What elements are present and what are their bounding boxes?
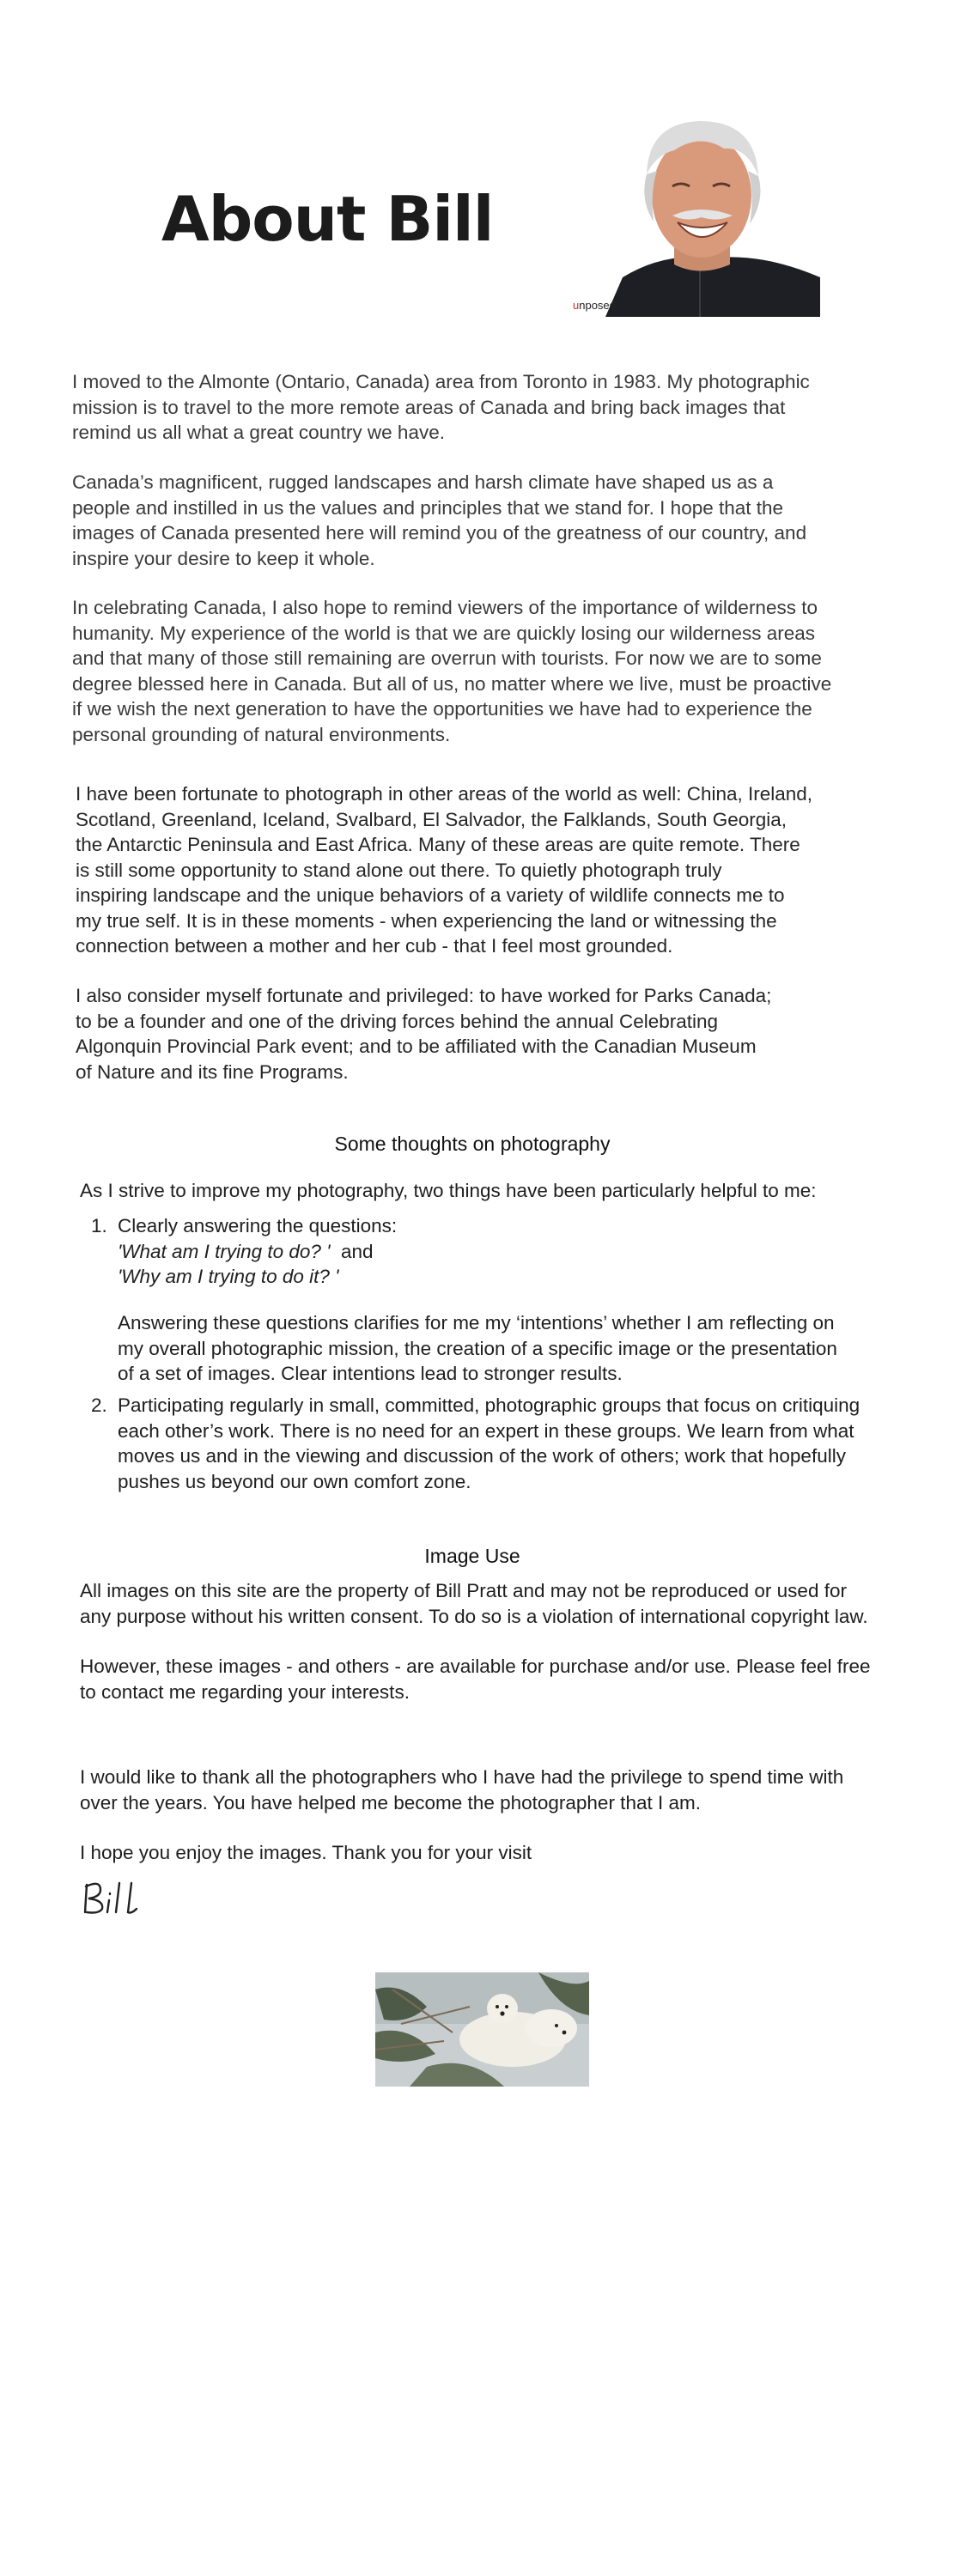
bill-signature (82, 1878, 150, 1919)
list-number-2: 2. (91, 1394, 107, 1416)
intro-paragraph-3: In celebrating Canada, I also hope to remind viewers of the importance of wilderness to humanity. My experience of the world is that we are quickly losing our wilderness areas and that many of those still remaining are overrun with tourists. For now we are to some degree blessed here in Canada. But all of us, no matter where we live, must be proactive if we wish the next generation to have the opportunities we have had to experience the personal grounding of natural environments. (72, 597, 832, 745)
affiliations-paragraph: I also consider myself fortunate and privileged: to have worked for Parks Canada; to be a founder and one of the driving forces behind the annual Celebrating Algonquin Provincial Park event; and to be affiliated with the Canadian Museum of Nature and its fine Programs. (76, 985, 772, 1083)
list-item-1-detail: Answering these questions clarifies for me my ‘intentions’ whether I am reflecting on my overall photographic mission, the creation of a specific image or the presentation of a set of images. Clear intentions lead to stronger results. (118, 1312, 837, 1384)
image-use-paragraph-2: However, these images - and others - are available for purchase and/or use. Please feel free to contact me regarding your interests. (80, 1656, 871, 1703)
enjoy-line: I hope you enjoy the images. Thank you for your visit (80, 1842, 532, 1863)
image-use-heading: Image Use (424, 1545, 520, 1567)
thoughts-heading: Some thoughts on photography (334, 1133, 611, 1155)
list-item-2: Participating regularly in small, committed, photographic groups that focus on critiquing each other’s work. There is no need for an expert in these groups. We learn from what moves us and in the viewing and discussion of the work of others; work that hopefully pushes us beyond our own comfort zone. (118, 1394, 860, 1492)
thoughts-lead: As I strive to improve my photography, two things have been particularly helpful to me: (80, 1180, 817, 1201)
list-item-1: Clearly answering the questions: 'What am I trying to do? ' and 'Why am I trying to do it? ' (118, 1215, 398, 1287)
polar-bear-photo (375, 1972, 589, 2087)
list-number-1: 1. (91, 1215, 107, 1236)
travel-paragraph: I have been fortunate to photograph in other areas of the world as well: China, Ireland, Scotland, Greenland, Iceland, Svalbard, El Salvador, the Falklands, South Georgia, the Antarctic Peninsula and East Africa. Many of these areas are quite remote. There is still some opportunity to stand alone out there. To quietly photograph truly inspiring landscape and the unique behaviors of a variety of wildlife connects me to my true self. It is in these moments - when experiencing the land or witnessing the connection between a mother and her cub - that I feel most grounded. (76, 783, 813, 957)
intro-paragraph-1: I moved to the Almonte (Ontario, Canada) area from Toronto in 1983. My photographic mission is to travel to the more remote areas of Canada and bring back images that remind us all what a great country we have. (72, 371, 810, 443)
thanks-paragraph: I would like to thank all the photographers who I have had the privilege to spend time with over the years. You have helped me become the photographer that I am. (80, 1766, 844, 1814)
intro-paragraph-2: Canada’s magnificent, rugged landscapes and harsh climate have shaped us as a people and instilled in us the values and principles that we stand for. I hope that the images of Canada presented here will remind you of the greatness of our country, and inspire your desire to keep it whole. (72, 471, 807, 569)
image-use-paragraph-1: All images on this site are the property of Bill Pratt and may not be reproduced or used for any purpose without his written consent. To do so is a violation of international copyright law. (80, 1580, 868, 1627)
portrait-photo (571, 114, 820, 317)
page-title: About Bill (161, 183, 494, 255)
unposed-logo: unposed (573, 299, 616, 312)
